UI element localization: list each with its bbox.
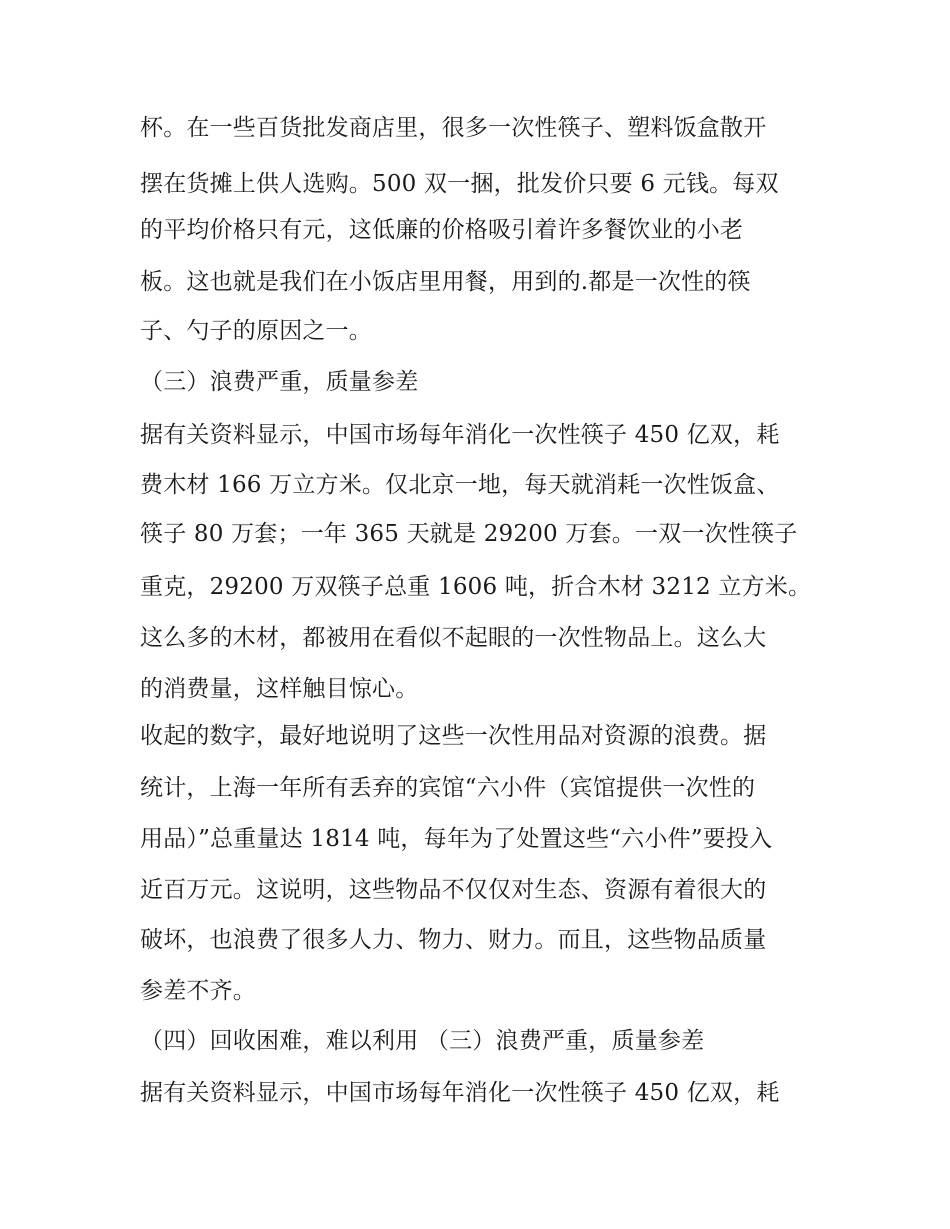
text-line: 破坏，也浪费了很多人力、物力、财力。而且，这些物品质量	[140, 927, 767, 953]
text-line: 摆在货摊上供人选购。500 双一捆，批发价只要 6 元钱。每双	[140, 171, 779, 197]
text-line: 的消费量，这样触目惊心。	[140, 676, 419, 702]
section-heading: （四）回收困难，难以利用 （三）浪费严重，质量参差	[140, 1028, 705, 1054]
text-line: 筷子 80 万套；一年 365 天就是 29200 万套。一双一次性筷子	[140, 521, 798, 547]
text-line: 重克，29200 万双筷子总重 1606 吨，折合木材 3212 立方米。	[140, 574, 812, 600]
text-line: 的平均价格只有元，这低廉的价格吸引着许多餐饮业的小老	[140, 217, 744, 243]
text-line: 近百万元。这说明，这些物品不仅仅对生态、资源有着很大的	[140, 877, 767, 903]
text-line: 收起的数字，最好地说明了这些一次性用品对资源的浪费。据	[140, 723, 767, 749]
text-line: 板。这也就是我们在小饭店里用餐，用到的.都是一次性的筷	[140, 269, 751, 295]
text-line: 参差不齐。	[140, 978, 256, 1004]
section-heading: （三）浪费严重，质量参差	[140, 369, 419, 395]
text-line: 杯。在一些百货批发商店里，很多一次性筷子、塑料饭盒散开	[140, 115, 767, 141]
text-line: 子、勺子的原因之一。	[140, 318, 372, 344]
text-line: 费木材 166 万立方米。仅北京一地，每天就消耗一次性饭盒、	[140, 472, 780, 498]
text-line: 统计，上海一年所有丢弃的宾馆“六小件（宾馆提供一次性的	[140, 775, 756, 801]
text-line: 用品）”总重量达 1814 吨，每年为了处置这些“六小件”要投入	[140, 826, 773, 852]
text-line: 据有关资料显示，中国市场每年消化一次性筷子 450 亿双，耗	[140, 422, 780, 448]
text-line: 这么多的木材，都被用在看似不起眼的一次性物品上。这么大	[140, 625, 767, 651]
text-line: 据有关资料显示，中国市场每年消化一次性筷子 450 亿双，耗	[140, 1080, 780, 1106]
